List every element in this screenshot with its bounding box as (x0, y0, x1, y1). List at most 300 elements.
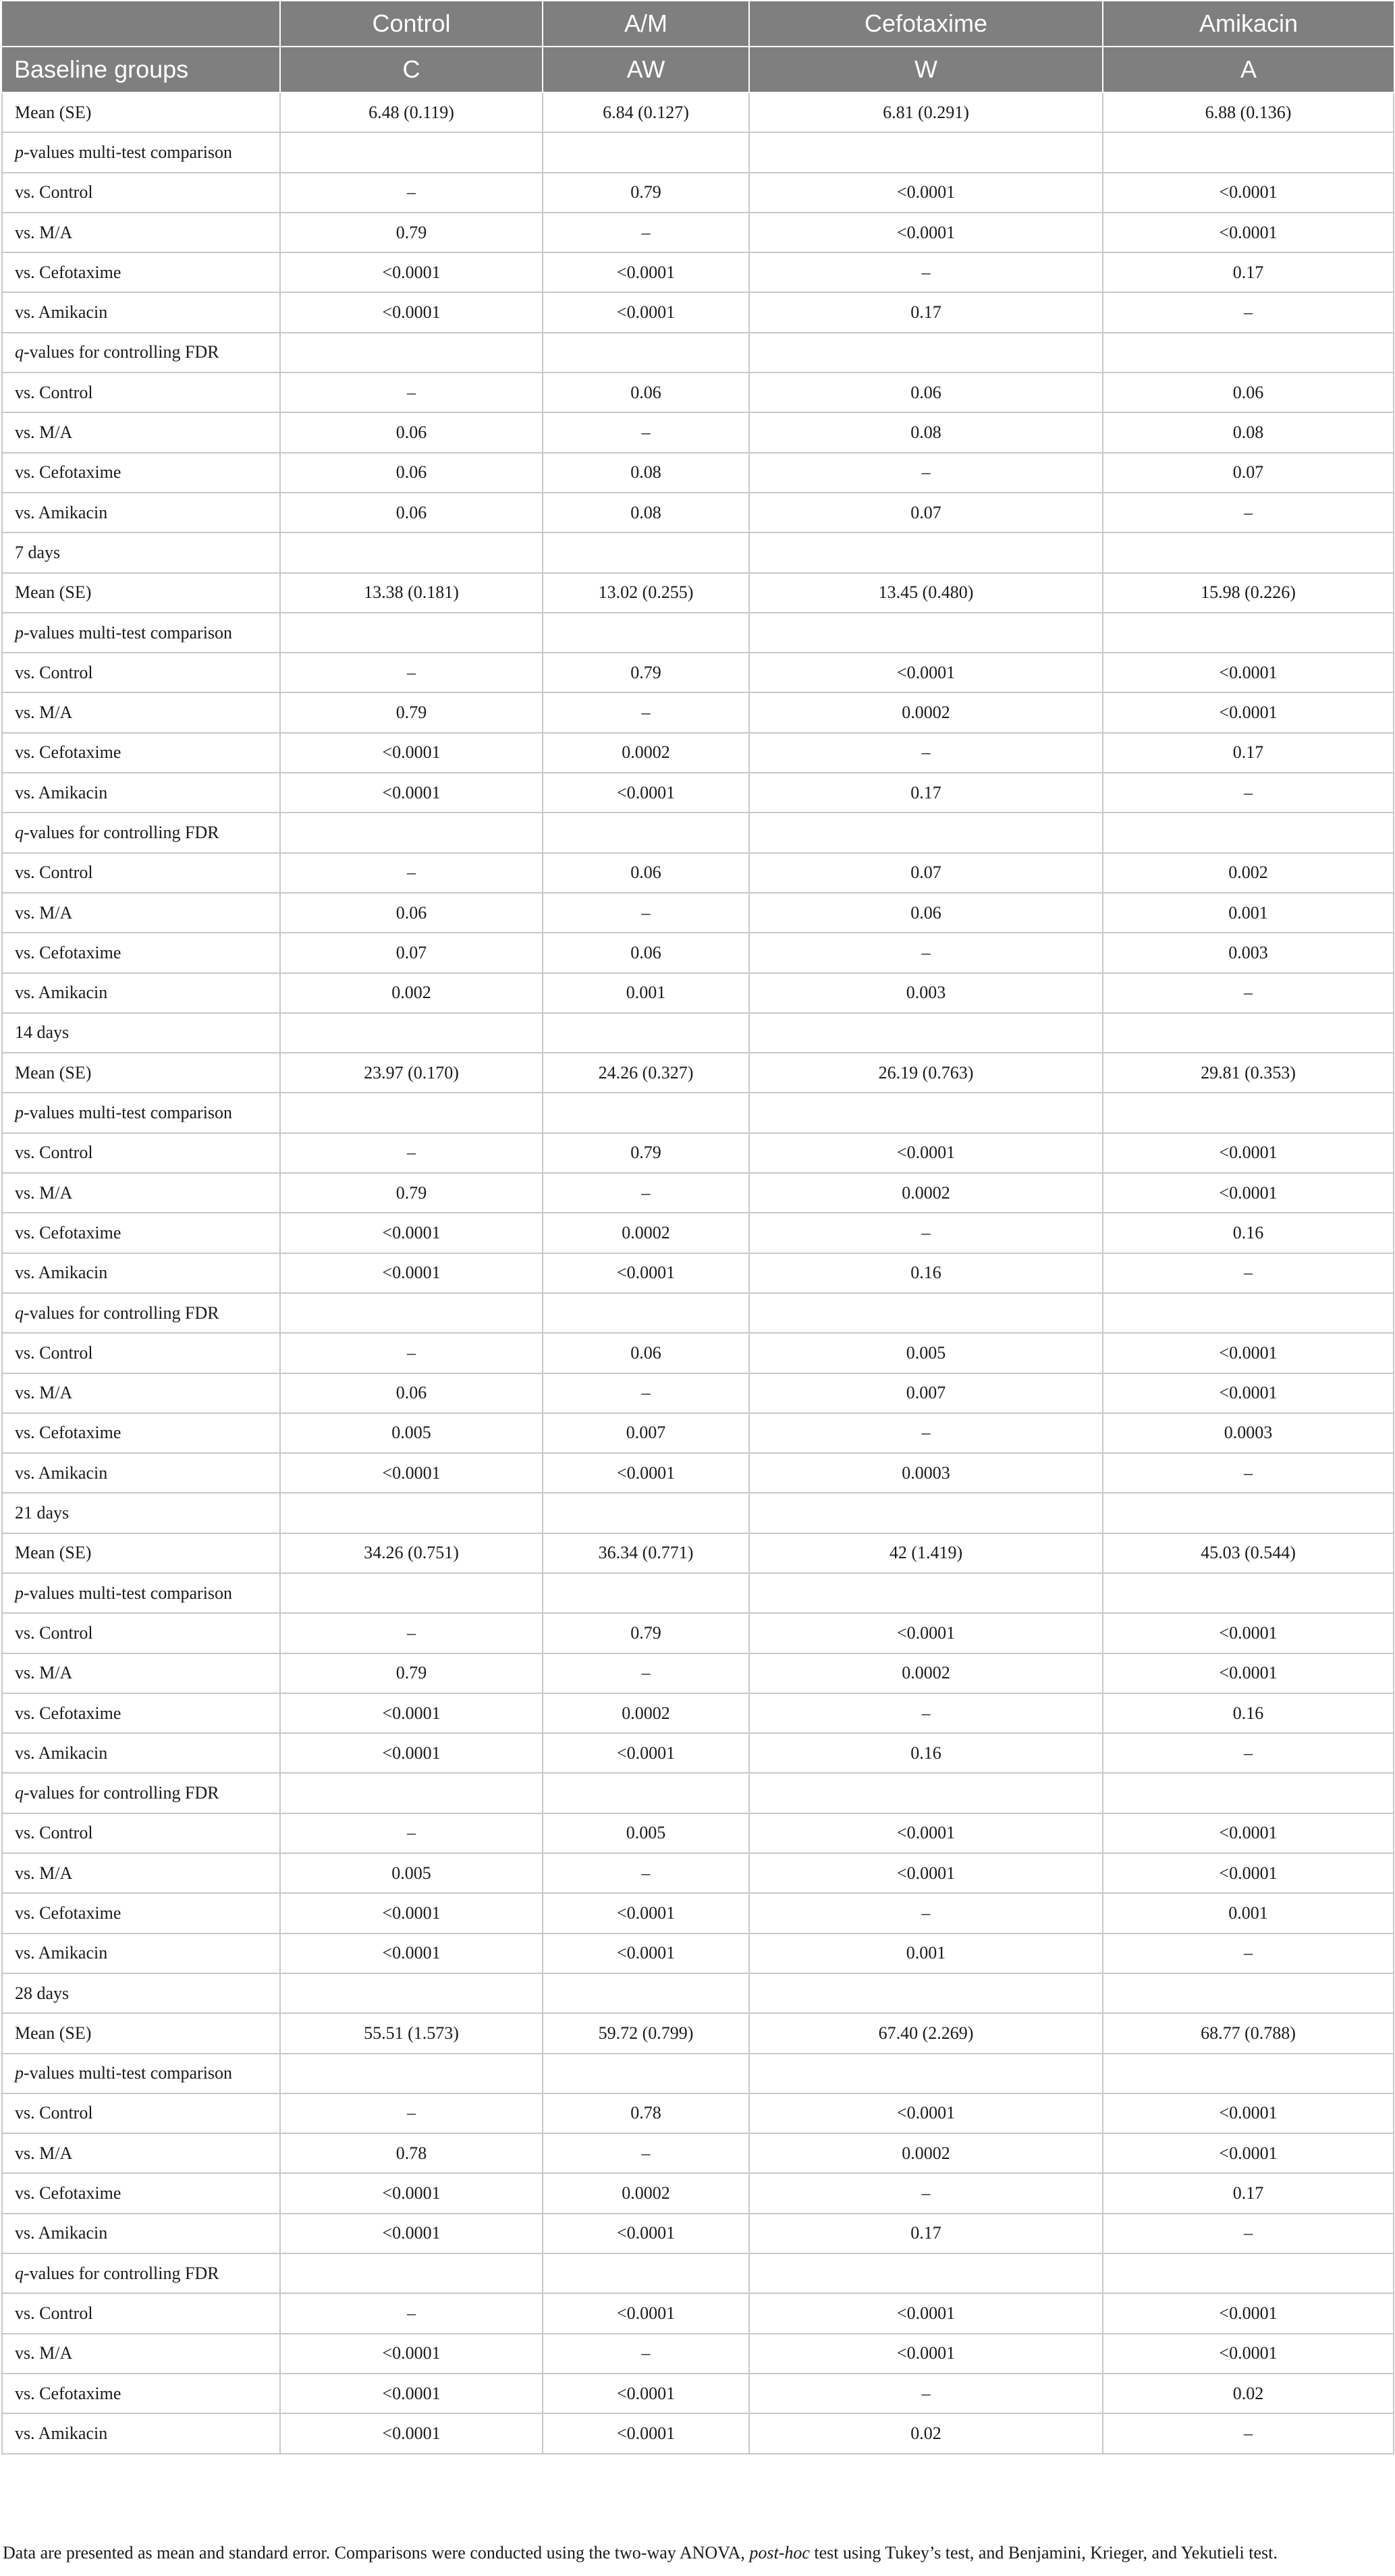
table-cell: <0.0001 (749, 1613, 1103, 1653)
row-label (2, 1093, 280, 1132)
table-cell: 0.06 (280, 493, 543, 532)
footnote-italic: post-hoc (749, 2543, 810, 2563)
table-cell: 0.78 (543, 2093, 749, 2133)
table-cell: <0.0001 (280, 773, 543, 813)
row-label (2, 1613, 280, 1653)
table-cell: 0.007 (749, 1373, 1103, 1413)
table-cell: <0.0001 (1103, 1613, 1394, 1653)
table-cell: – (1103, 2413, 1394, 2453)
row-label (2, 853, 280, 893)
row-label-text: vs. Control (15, 1622, 93, 1643)
header-control: Control (280, 1, 543, 47)
table-row (2, 132, 1394, 172)
table-row (2, 292, 1394, 332)
table-cell: <0.0001 (280, 1893, 543, 1933)
table-cell: – (543, 1653, 749, 1693)
table-cell (543, 1293, 749, 1333)
table-cell: – (280, 1333, 543, 1373)
table-cell (543, 532, 749, 572)
table-cell: 0.0002 (749, 1173, 1103, 1213)
row-label-text: -values for controlling FDR (24, 342, 219, 362)
row-label (2, 1373, 280, 1413)
row-label-prefix: q (15, 342, 24, 362)
table-cell: 0.06 (543, 933, 749, 972)
table-cell (280, 1773, 543, 1813)
header-am: A/M (543, 1, 749, 47)
table-cell: 0.16 (1103, 1693, 1394, 1733)
table-cell: – (1103, 2214, 1394, 2253)
table-cell: <0.0001 (280, 1693, 543, 1733)
table-cell (543, 2253, 749, 2293)
table-cell: 0.79 (543, 173, 749, 213)
row-label-text: vs. Control (15, 1342, 93, 1363)
table-row (2, 733, 1394, 773)
table-cell: <0.0001 (543, 773, 749, 813)
row-label (2, 1733, 280, 1773)
table-cell (1103, 613, 1394, 653)
table-cell: <0.0001 (749, 653, 1103, 692)
row-label (2, 532, 280, 572)
table-cell: <0.0001 (280, 1453, 543, 1493)
table-row (2, 1613, 1394, 1653)
table-cell: 0.79 (543, 653, 749, 692)
table-cell: <0.0001 (280, 1934, 543, 1973)
table-cell (1103, 1973, 1394, 2013)
table-cell: <0.0001 (1103, 1133, 1394, 1173)
table-cell (543, 333, 749, 373)
row-label-text: 14 days (15, 1022, 70, 1043)
row-label (2, 1853, 280, 1893)
table-row (2, 973, 1394, 1013)
row-label (2, 1133, 280, 1173)
header-corner-cell (2, 1, 280, 47)
table-row (2, 92, 1394, 132)
table-cell: 0.07 (1103, 453, 1394, 493)
table-cell: – (543, 893, 749, 933)
table-row (2, 893, 1394, 933)
table-cell: <0.0001 (1103, 2334, 1394, 2374)
table-cell (280, 333, 543, 373)
table-cell (280, 1573, 543, 1613)
table-cell: <0.0001 (280, 1213, 543, 1253)
table-cell: 0.005 (280, 1413, 543, 1453)
table-cell (280, 1973, 543, 2013)
table-row (2, 1533, 1394, 1573)
table-row (2, 1934, 1394, 1973)
table-cell (1103, 1773, 1394, 1813)
table-cell: <0.0001 (749, 213, 1103, 252)
table-cell (1103, 2054, 1394, 2093)
table-cell: 0.08 (749, 412, 1103, 452)
table-cell: – (280, 2293, 543, 2333)
table-cell (543, 1013, 749, 1053)
table-cell: 0.002 (1103, 853, 1394, 893)
row-label-text: vs. Cefotaxime (15, 262, 121, 282)
table-row (2, 1133, 1394, 1173)
table-cell (280, 2054, 543, 2093)
row-label-text: vs. M/A (15, 1863, 73, 1883)
row-label (2, 493, 280, 532)
row-label-text: vs. Cefotaxime (15, 1703, 121, 1723)
table-cell (1103, 1013, 1394, 1053)
row-label-text: -values multi-test comparison (24, 1103, 233, 1123)
table-cell: – (749, 1413, 1103, 1453)
table-cell: 0.003 (1103, 933, 1394, 972)
table-cell (749, 2054, 1103, 2093)
row-label-text: 7 days (15, 542, 61, 562)
table-cell: <0.0001 (543, 1934, 749, 1973)
row-label-text: vs. Control (15, 662, 93, 682)
table-row (2, 373, 1394, 412)
table-row (2, 1053, 1394, 1093)
table-cell: 26.19 (0.763) (749, 1053, 1103, 1093)
table-row (2, 692, 1394, 732)
table-row (2, 2334, 1394, 2374)
table-cell: 0.005 (749, 1333, 1103, 1373)
row-label (2, 173, 280, 213)
table-cell: 0.07 (749, 493, 1103, 532)
table-cell: <0.0001 (1103, 173, 1394, 213)
table-cell: 0.0002 (749, 692, 1103, 732)
table-cell: 0.79 (280, 692, 543, 732)
table-cell (1103, 813, 1394, 852)
row-label-text: vs. Cefotaxime (15, 1222, 121, 1242)
row-label-text: Mean (SE) (15, 1543, 92, 1563)
table-cell (543, 1573, 749, 1613)
table-cell: <0.0001 (543, 1253, 749, 1293)
table-cell (749, 1493, 1103, 1533)
table-row (2, 1973, 1394, 2013)
table-cell: 6.88 (0.136) (1103, 92, 1394, 132)
table-row (2, 1253, 1394, 1293)
row-label-prefix: p (15, 1583, 24, 1603)
table-cell (280, 813, 543, 852)
table-cell: <0.0001 (749, 2334, 1103, 2374)
table-cell: 0.005 (280, 1853, 543, 1893)
table-cell: 0.001 (749, 1934, 1103, 1973)
table-row (2, 2214, 1394, 2253)
table-cell (1103, 333, 1394, 373)
table-cell: – (543, 1373, 749, 1413)
table-cell: 0.0003 (749, 1453, 1103, 1493)
table-cell: <0.0001 (280, 292, 543, 332)
row-label-text: vs. Control (15, 862, 93, 883)
table-cell: 0.0002 (749, 1653, 1103, 1693)
table-cell: <0.0001 (749, 2093, 1103, 2133)
row-label-text: vs. M/A (15, 1383, 73, 1403)
table-row (2, 573, 1394, 613)
table-cell: 34.26 (0.751) (280, 1533, 543, 1573)
table-cell: 0.06 (280, 1373, 543, 1413)
table-cell: – (749, 1893, 1103, 1933)
header-code-aw: AW (543, 47, 749, 92)
table-cell: <0.0001 (543, 1453, 749, 1493)
row-label (2, 2013, 280, 2053)
table-cell: <0.0001 (1103, 2133, 1394, 2173)
table-cell: 0.06 (543, 1333, 749, 1373)
row-label-text: 21 days (15, 1503, 70, 1523)
table-cell: <0.0001 (280, 2374, 543, 2413)
table-cell (280, 1093, 543, 1132)
table-cell: 0.07 (749, 853, 1103, 893)
row-label-text: vs. Control (15, 182, 93, 202)
row-label (2, 692, 280, 732)
table-cell: <0.0001 (1103, 2293, 1394, 2333)
table-cell (280, 132, 543, 172)
table-cell: <0.0001 (1103, 1853, 1394, 1893)
row-label (2, 92, 280, 132)
table-cell: <0.0001 (749, 1853, 1103, 1893)
row-label-text: vs. Amikacin (15, 2423, 108, 2443)
row-label-text: vs. Amikacin (15, 1263, 108, 1283)
row-label-text: vs. M/A (15, 902, 73, 923)
table-row (2, 1173, 1394, 1213)
row-label (2, 1533, 280, 1573)
table-cell: 0.02 (749, 2413, 1103, 2453)
table-cell (749, 1573, 1103, 1613)
row-label (2, 933, 280, 972)
results-table (1, 1, 1394, 2455)
table-cell: <0.0001 (1103, 1813, 1394, 1853)
row-label (2, 1453, 280, 1493)
table-cell (1103, 132, 1394, 172)
table-cell: 0.06 (280, 893, 543, 933)
table-cell: 0.17 (749, 292, 1103, 332)
table-cell: 6.81 (0.291) (749, 92, 1103, 132)
table-cell (543, 2054, 749, 2093)
table-row (2, 493, 1394, 532)
row-label-text: -values multi-test comparison (24, 1583, 233, 1603)
table-cell: – (280, 1613, 543, 1653)
table-row (2, 1773, 1394, 1813)
row-label (2, 613, 280, 653)
table-cell (749, 1773, 1103, 1813)
row-label-text: vs. Control (15, 1143, 93, 1163)
table-row (2, 1413, 1394, 1453)
table-cell: 0.001 (1103, 893, 1394, 933)
row-label (2, 1773, 280, 1813)
row-label (2, 573, 280, 613)
row-label (2, 1573, 280, 1613)
table-row (2, 1093, 1394, 1132)
table-footnote (3, 2543, 1278, 2563)
table-row (2, 813, 1394, 852)
row-label-text: vs. Control (15, 2303, 93, 2323)
table-cell: 0.005 (543, 1813, 749, 1853)
table-cell: <0.0001 (1103, 692, 1394, 732)
row-label (2, 412, 280, 452)
table-cell: <0.0001 (280, 1733, 543, 1773)
table-cell: <0.0001 (1103, 213, 1394, 252)
table-cell (543, 1493, 749, 1533)
table-cell: – (749, 252, 1103, 292)
row-label-text: Mean (SE) (15, 102, 92, 122)
table-cell (749, 2253, 1103, 2293)
row-label-text: -values multi-test comparison (24, 142, 233, 162)
table-cell: 0.0002 (543, 2173, 749, 2213)
row-label-text: vs. Cefotaxime (15, 2383, 121, 2403)
table-row (2, 1293, 1394, 1333)
table-row (2, 333, 1394, 373)
row-label (2, 1493, 280, 1533)
row-label-prefix: p (15, 142, 24, 162)
table-cell: 0.16 (749, 1733, 1103, 1773)
row-label-text: -values for controlling FDR (24, 822, 219, 842)
table-cell (1103, 1293, 1394, 1333)
table-cell: 68.77 (0.788) (1103, 2013, 1394, 2053)
table-cell: 45.03 (0.544) (1103, 1533, 1394, 1573)
row-label-text: vs. Control (15, 1823, 93, 1843)
table-cell: – (280, 1133, 543, 1173)
row-label-prefix: q (15, 2263, 24, 2283)
table-cell: 0.001 (1103, 1893, 1394, 1933)
row-label (2, 1934, 280, 1973)
row-label-text: vs. M/A (15, 422, 73, 443)
table-row (2, 1893, 1394, 1933)
header-code-w: W (749, 47, 1103, 92)
table-cell: 0.79 (280, 1653, 543, 1693)
table-row (2, 2013, 1394, 2053)
table-cell: 0.79 (543, 1613, 749, 1653)
row-label (2, 292, 280, 332)
table-cell (280, 613, 543, 653)
row-label-prefix: q (15, 1303, 24, 1323)
row-label-text: vs. Control (15, 2103, 93, 2123)
table-cell: – (749, 933, 1103, 972)
footnote-part1: Data are presented as mean and standard error. Comparisons were conducted using the two-way ANOVA, (3, 2543, 750, 2563)
row-label-text: vs. Control (15, 382, 93, 402)
table-cell: 0.08 (543, 493, 749, 532)
table-cell: 0.07 (280, 933, 543, 972)
table-row (2, 2253, 1394, 2293)
table-cell (280, 532, 543, 572)
table-cell: <0.0001 (280, 733, 543, 773)
table-row (2, 653, 1394, 692)
row-label (2, 653, 280, 692)
table-cell: 0.79 (543, 1133, 749, 1173)
table-cell: 0.0002 (543, 1213, 749, 1253)
table-cell: 59.72 (0.799) (543, 2013, 749, 2053)
row-label (2, 453, 280, 493)
row-label (2, 1253, 280, 1293)
row-label-text: vs. Amikacin (15, 983, 108, 1003)
row-label (2, 2173, 280, 2213)
header-row-groups (2, 1, 1394, 47)
table-cell: – (543, 692, 749, 732)
table-cell: <0.0001 (1103, 653, 1394, 692)
table-cell: <0.0001 (280, 2173, 543, 2213)
row-label-prefix: p (15, 2063, 24, 2083)
row-label (2, 1973, 280, 2013)
row-label (2, 1173, 280, 1213)
table-cell: 15.98 (0.226) (1103, 573, 1394, 613)
row-label (2, 1213, 280, 1253)
table-cell (749, 333, 1103, 373)
table-row (2, 1013, 1394, 1053)
table-cell: 24.26 (0.327) (543, 1053, 749, 1093)
row-label (2, 1013, 280, 1053)
row-label-text: -values for controlling FDR (24, 1303, 219, 1323)
table-cell: – (749, 1693, 1103, 1733)
row-label (2, 333, 280, 373)
row-label (2, 973, 280, 1013)
table-cell: – (280, 853, 543, 893)
table-cell (280, 1013, 543, 1053)
row-label (2, 2293, 280, 2333)
table-row (2, 2054, 1394, 2093)
table-row (2, 453, 1394, 493)
table-cell: <0.0001 (749, 1133, 1103, 1173)
table-cell: 0.78 (280, 2133, 543, 2173)
table-cell (1103, 532, 1394, 572)
header-amikacin: Amikacin (1103, 1, 1394, 47)
table-cell: – (1103, 292, 1394, 332)
row-label (2, 1813, 280, 1853)
row-label (2, 1293, 280, 1333)
table-cell: 0.79 (280, 1173, 543, 1213)
table-cell (749, 132, 1103, 172)
row-label (2, 733, 280, 773)
table-cell: 13.02 (0.255) (543, 573, 749, 613)
table-cell: 6.48 (0.119) (280, 92, 543, 132)
row-label (2, 893, 280, 933)
table-cell (749, 813, 1103, 852)
table-row (2, 2173, 1394, 2213)
table-cell: <0.0001 (1103, 1173, 1394, 1213)
row-label (2, 2413, 280, 2453)
row-label-text: Mean (SE) (15, 582, 92, 603)
table-row (2, 213, 1394, 252)
table-cell: 0.17 (1103, 2173, 1394, 2213)
table-cell: <0.0001 (543, 2413, 749, 2453)
row-label (2, 1653, 280, 1693)
table-cell: – (1103, 493, 1394, 532)
row-label-text: vs. Amikacin (15, 302, 108, 323)
row-label (2, 132, 280, 172)
table-row (2, 933, 1394, 972)
table-cell: <0.0001 (1103, 2093, 1394, 2133)
table-cell: <0.0001 (280, 1253, 543, 1293)
row-label-text: vs. M/A (15, 2343, 73, 2363)
table-cell: 0.06 (280, 453, 543, 493)
row-label (2, 1333, 280, 1373)
row-label-text: Mean (SE) (15, 2023, 92, 2043)
table-row (2, 773, 1394, 813)
table-cell: 13.45 (0.480) (749, 573, 1103, 613)
table-cell: <0.0001 (543, 252, 749, 292)
row-label (2, 773, 280, 813)
header-code-c: C (280, 47, 543, 92)
table-row (2, 173, 1394, 213)
table-row (2, 2093, 1394, 2133)
header-baseline-groups: Baseline groups (2, 47, 280, 92)
row-label-text: vs. M/A (15, 222, 73, 242)
table-cell: <0.0001 (280, 2413, 543, 2453)
table-cell: <0.0001 (543, 1893, 749, 1933)
row-label-text: Mean (SE) (15, 1062, 92, 1083)
footnote-part2: test using Tukey’s test, and Benjamini, Krieger, and Yekutieli test. (809, 2543, 1278, 2563)
row-label (2, 2133, 280, 2173)
table-cell: 0.17 (749, 773, 1103, 813)
row-label (2, 2253, 280, 2293)
table-cell: – (543, 2133, 749, 2173)
row-label-text: -values for controlling FDR (24, 1783, 219, 1803)
row-label-text: -values multi-test comparison (24, 622, 233, 642)
row-label-text: vs. M/A (15, 703, 73, 723)
table-cell: <0.0001 (1103, 1373, 1394, 1413)
row-label (2, 1413, 280, 1453)
table-cell: 0.06 (280, 412, 543, 452)
